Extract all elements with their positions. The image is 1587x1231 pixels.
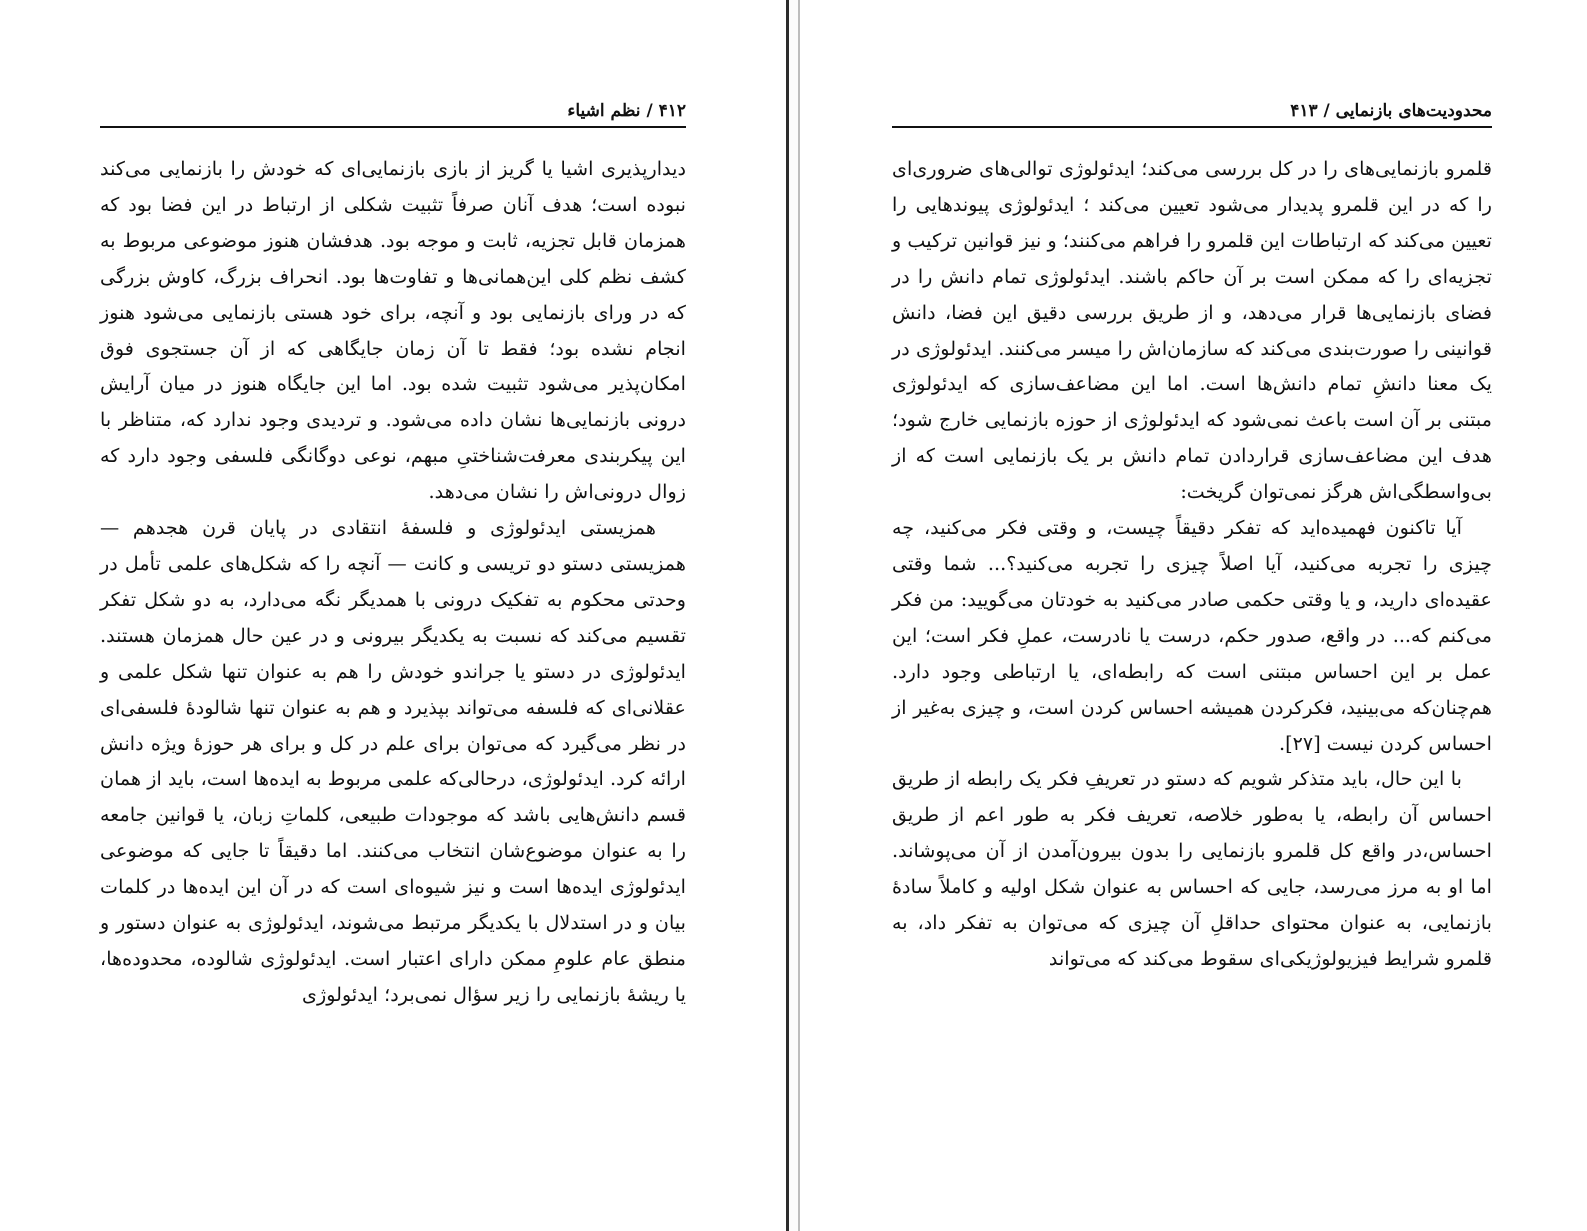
- left-page-header: [100, 100, 686, 128]
- left-page-body: [100, 151, 686, 1013]
- left-paragraph-2: همزیستی ایدئولوژی و فلسفهٔ انتقادی در پایان قرن هجدهم — همزیستی دستو دو تریسی و کانت — آنچه را که شکل‌های علمی تأمل در وحدتی محکوم به تفکیک درونی با همدیگر نگه می‌دارد، به دو شکل تفکر تقسیم می‌کند که نسبت به یکدیگر بیرونی و در عین حال همزمان هستند. ایدئولوژی در دستو یا جراندو خودش را هم به عنوان تنها شکل علمی و عقلانی‌ای که فلسفه می‌تواند بپذیرد و هم به عنوان تنها شالودهٔ فلسفی‌ای در نظر می‌گیرد که می‌توان برای علم در کل و برای هر حوزهٔ ویژه دانش ارائه کرد. ایدئولوژی، درحالی‌که علمی مربوط به ایده‌ها است، باید از همان قسم دانش‌هایی باشد که موجودات طبیعی، کلماتِ زبان، یا قوانین جامعه را به عنوان موضوع‌شان انتخاب می‌کنند. اما دقیقاً تا جایی که موضوعی ایدئولوژی ایده‌ها است و نیز شیوه‌ای است که در آن این ایده‌ها در کلمات بیان و در استدلال با یکدیگر مرتبط می‌شوند، ایدئولوژی به عنوان دستور و منطق عام علومِ ممکن دارای اعتبار است. ایدئولوژی شالوده، محدوده‌ها، یا ریشهٔ بازنمایی را زیر سؤال نمی‌برد؛ ایدئولوژی: [100, 516, 686, 1006]
- right-paragraph-1: قلمرو بازنمایی‌های را در کل بررسی می‌کند؛ ایدئولوژی توالی‌های ضروری‌ای را که در این قلمرو پدیدار می‌شود تعیین می‌کند ؛ ایدئولوژی پیوندهایی را تعیین می‌کند که ارتباطات این قلمرو را فراهم می‌کنند؛ و نیز قوانین ترکیب و تجزیه‌ای را که ممکن است بر آن حاکم باشند. ایدئولوژی تمام دانش را در فضای بازنمایی‌ها قرار می‌دهد، و از طریق بررسی دقیق این فضا، دانش قوانینی را صورت‌بندی می‌کند که سازمان‌اش را میسر می‌کنند. ایدئولوژی در یک معنا دانشِ تمام دانش‌ها است. اما این مضاعف‌سازی که ایدئولوژی مبتنی بر آن است باعث نمی‌شود که ایدئولوژی از حوزه بازنمایی خارج شود؛ هدف این مضاعف‌سازی قراردادن تمام دانش بر یک بازنمایی است که از بی‌واسطگی‌اش هرگز نمی‌توان گریخت:: [892, 157, 1492, 504]
- left-page-header-text: ۴۱۲ / نظم اشیاء: [559, 101, 686, 121]
- right-page: [800, 0, 1587, 1231]
- right-paragraph-3: با این حال، باید متذکر شویم که دستو در تعریفِ فکر یک رابطه از طریق احساس آن رابطه، یا به‌طور خلاصه، تعریف فکر به طور اعم از طریق احساس،در واقع کل قلمرو بازنمایی را بدون بیرون‌آمدن از آن می‌پوشاند. اما او به مرز می‌رسد، جایی که احساس به عنوان شکل اولیه و کاملاً سادهٔ بازنمایی، به عنوان محتوای حداقلِ آن چیزی که می‌توان به تفکر داد، به قلمرو شرایط فیزیولوژیکی‌ای سقوط می‌کند که می‌تواند: [892, 767, 1492, 970]
- left-page: [0, 0, 786, 1231]
- right-page-body: [892, 151, 1492, 977]
- right-page-header-text: محدودیت‌های بازنمایی / ۴۱۳: [1282, 101, 1492, 121]
- left-paragraph-1: دیدارپذیری اشیا یا گریز از بازی بازنمایی‌ای که خودش را بازنمایی می‌کند نبوده است؛ هدف آنان صرفاً تثبیت شکلی از ارتباط در این فضا بود که همزمان قابل تجزیه، ثابت و موجه بود. هدفشان هنوز موضوعی مربوط به کشف نظم کلی این‌همانی‌ها و تفاوت‌ها بود. انحراف بزرگ، کاوش بزرگی که در ورای بازنمایی بود و آنچه، برای خود هستی بازنمایی می‌شود هنوز انجام نشده بود؛ فقط تا آن زمان جایگاهی که از آن جستجوی فوق امکان‌پذیر می‌شود تثبیت شده بود. اما این جایگاه هنوز در میان آرایش درونی بازنمایی‌ها نشان داده می‌شود. و تردیدی وجود ندارد که، متناظر با این پیکربندی معرفت‌شناختیِ مبهم، نوعی دوگانگی فلسفی وجود دارد که زوال درونی‌اش را نشان می‌دهد.: [100, 157, 686, 504]
- right-page-header: [892, 100, 1492, 128]
- right-paragraph-2-quote: آیا تاکنون فهمیده‌اید که تفکر دقیقاً چیست، و وقتی فکر می‌کنید، چه چیزی را تجربه می‌کنید، آیا اصلاً چیزی را تجربه می‌کنید؟... شما وقتی عقیده‌ای دارید، و یا وقتی حکمی صادر می‌کنید به خودتان می‌گویید: من فکر می‌کنم که... در واقع، صدور حکم، درست یا نادرست، عملِ فکر است؛ این عمل بر این احساس مبتنی است که رابطه‌ای، یا ارتباطی وجود دارد. هم‌چنان‌که می‌بینید، فکرکردن همیشه احساس کردن است، و چیزی به‌غیر از احساس کردن نیست [۲۷].: [892, 516, 1492, 755]
